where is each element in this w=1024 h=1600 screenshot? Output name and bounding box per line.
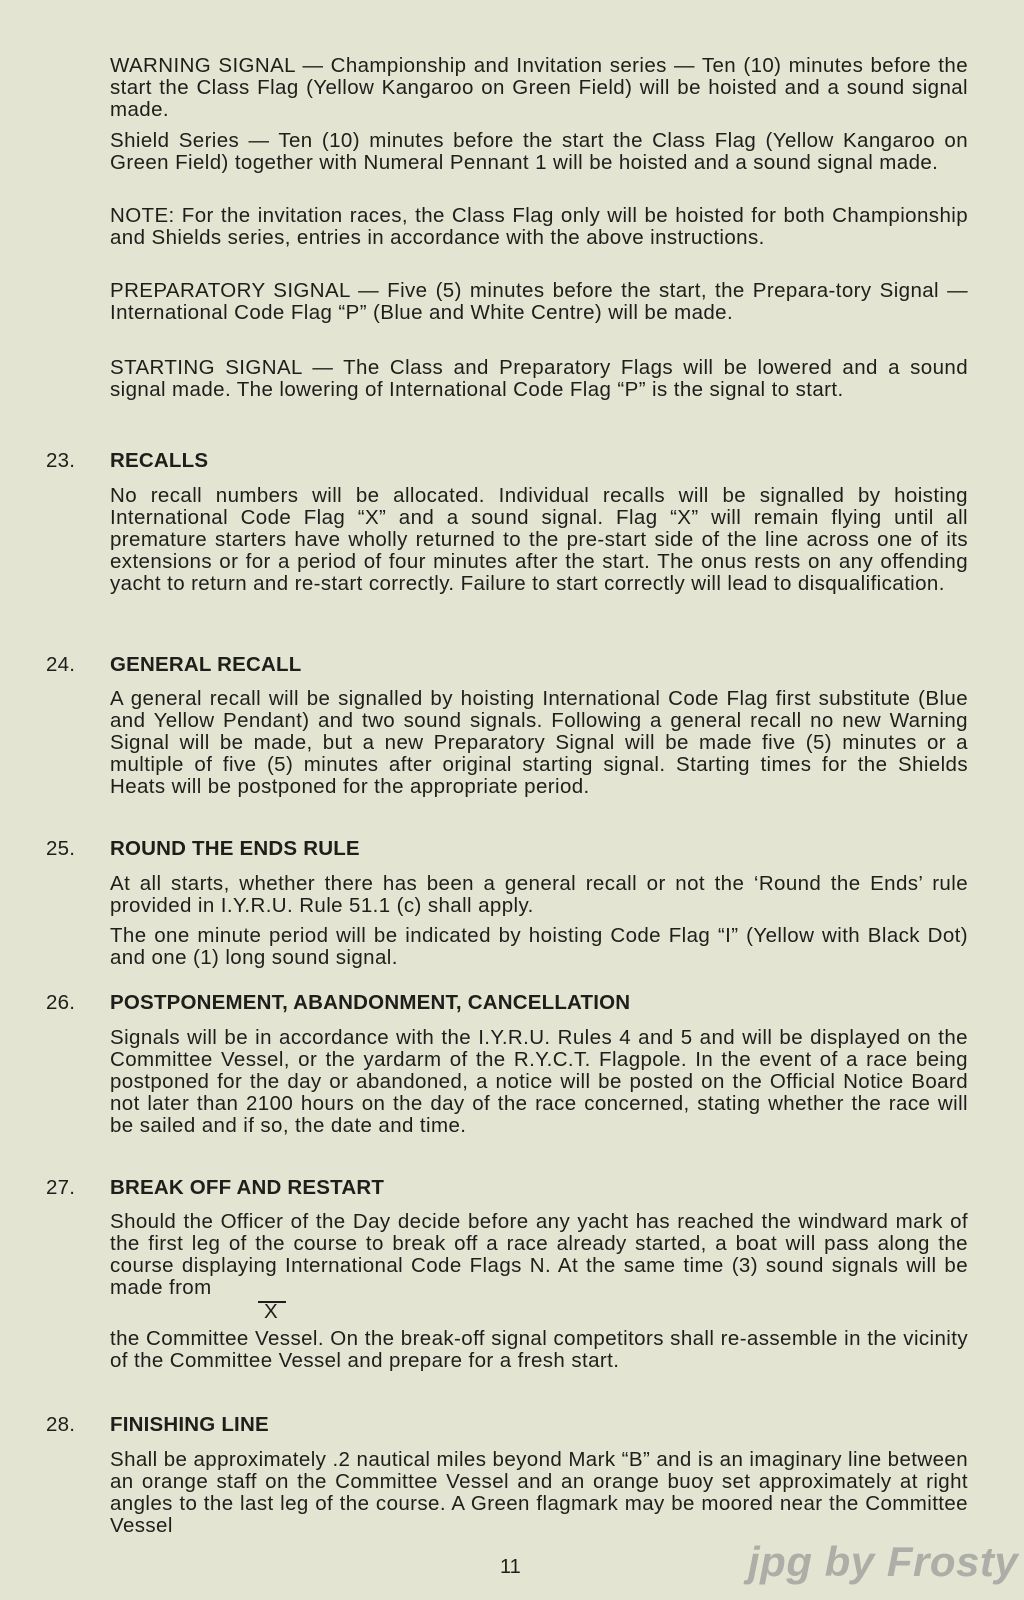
section-number: 25. [46,837,76,860]
section-heading-postponement [46,992,630,1014]
round-the-ends-paragraph-1: At all starts, whether there has been a general recall or not the ‘Round the Ends’ rule provided in I.Y.R.U. Rule 51.1 (c) shall apply. [110,872,968,917]
section-heading-round-the-ends [46,838,360,860]
section-number: 27. [46,1176,76,1199]
section-title: POSTPONEMENT, ABANDONMENT, CANCELLATION [110,991,631,1014]
section-number: 26. [46,991,76,1014]
page-number: 11 [500,1556,521,1578]
section-title: FINISHING LINE [110,1413,269,1436]
warning-signal-paragraph: WARNING SIGNAL — Championship and Invitation series — Ten (10) minutes before the start the Class Flag (Yellow Kangaroo on Green Field) will be hoisted and a sound signal made. [110,54,968,121]
section-number: 28. [46,1413,76,1436]
section-title: GENERAL RECALL [110,653,302,676]
section-number: 24. [46,653,76,676]
finishing-line-paragraph: Shall be approximately .2 nautical miles beyond Mark “B” and is an imaginary line between an orange staff on the Committee Vessel and an orange buoy set approximately at right angles to the last leg of the course. A Green flagmark may be moored near the Committee Vessel [110,1448,968,1537]
preparatory-signal-paragraph: PREPARATORY SIGNAL — Five (5) minutes before the start, the Prepara-tory Signal — International Code Flag “P” (Blue and White Centre) will be made. [110,279,968,324]
fraction-denominator: X [264,1300,278,1323]
general-recall-paragraph: A general recall will be signalled by hoisting International Code Flag first substitute (Blue and Yellow Pendant) and two sound signals. Following a general recall no new Warning Signal will be made, but a new Preparatory Signal will be made five (5) minutes or a multiple of five (5) minutes after original starting signal. Starting times for the Shields Heats will be postponed for the appropriate period. [110,687,968,798]
section-title: ROUND THE ENDS RULE [110,837,360,860]
section-heading-recalls [46,450,208,472]
recalls-paragraph: No recall numbers will be allocated. Individual recalls will be signalled by hoisting International Code Flag “X” and a sound signal. Flag “X” will remain flying until all premature starters have wholly returned to the pre-start side of the line across one of its extensions or for a period of four minutes after the start. The onus rests on any offending yacht to return and re-start correctly. Failure to start correctly will lead to disqualification. [110,484,968,595]
shield-series-paragraph: Shield Series — Ten (10) minutes before the start the Class Flag (Yellow Kangaroo on Green Field) together with Numeral Pennant 1 will be hoisted and a sound signal made. [110,129,968,174]
section-title: RECALLS [110,449,209,472]
break-off-paragraph-2: the Committee Vessel. On the break-off signal competitors shall re-assemble in the vicinity of the Committee Vessel and prepare for a fresh start. [110,1327,968,1372]
postponement-paragraph: Signals will be in accordance with the I.Y.R.U. Rules 4 and 5 and will be displayed on the Committee Vessel, or the yardarm of the R.Y.C.T. Flagpole. In the event of a race being postponed for the day or abandoned, a notice will be posted on the Official Notice Board not later than 2100 hours on the day of the race concerned, stating whether the race will be sailed and if so, the date and time. [110,1026,968,1137]
section-number: 23. [46,449,76,472]
section-title: BREAK OFF AND RESTART [110,1176,385,1199]
break-off-paragraph-1: Should the Officer of the Day decide before any yacht has reached the windward mark of the first leg of the course to break off a race already started, a boat will pass along the course displaying International Code Flags N. At the same time (3) sound signals will be made from [110,1210,968,1299]
round-the-ends-paragraph-2: The one minute period will be indicated by hoisting Code Flag “I” (Yellow with Black Dot) and one (1) long sound signal. [110,924,968,969]
starting-signal-paragraph: STARTING SIGNAL — The Class and Preparatory Flags will be lowered and a sound signal made. The lowering of International Code Flag “P” is the signal to start. [110,356,968,401]
section-heading-finishing-line [46,1414,269,1436]
section-heading-break-off [46,1177,384,1199]
watermark: jpg by Frosty [748,1538,1019,1585]
section-heading-general-recall [46,654,301,676]
note-paragraph: NOTE: For the invitation races, the Class Flag only will be hoisted for both Championship and Shields series, entries in accordance with the above instructions. [110,204,968,249]
